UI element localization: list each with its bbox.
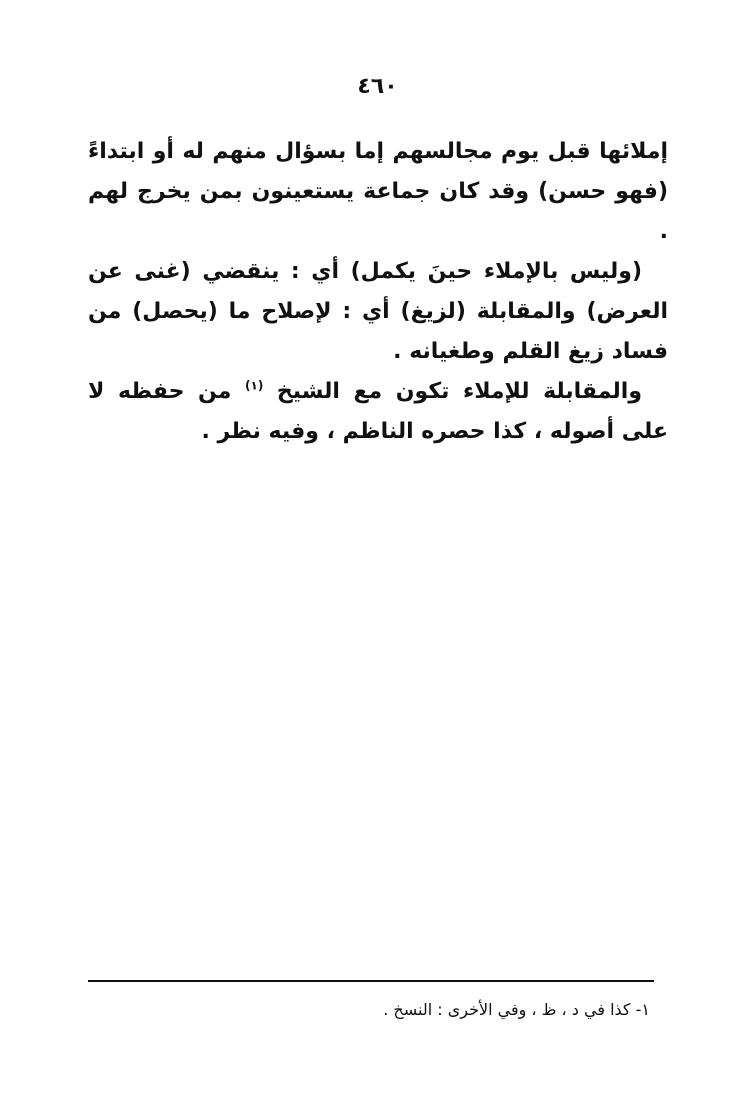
- footnote-separator: [88, 980, 654, 982]
- paragraph-with-footnote: [88, 372, 668, 452]
- paragraph-text: من حفظه لا على أصوله ، كذا حصره الناظم ، وفيه نظر .: [88, 379, 668, 444]
- paragraph: (وليس بالإملاء حينَ يكمل) أي : ينقضي (غنى عن العرض) والمقابلة (لزيغ) أي : لإصلاح ما (يحصل) من فساد زيغ القلم وطغيانه .: [88, 259, 668, 364]
- main-text: [88, 132, 668, 452]
- paragraph: إملائها قبل يوم مجالسهم إما بسؤال منهم له أو ابتداءً (فهو حسن) وقد كان جماعة يستعينون بمن يخرج لهم .: [88, 139, 668, 244]
- footnote-reference: (١): [245, 378, 264, 393]
- footnote: ١- كذا في د ، ظ ، وفي الأخرى : النسخ .: [383, 1000, 650, 1019]
- paragraph-text: والمقابلة للإملاء تكون مع الشيخ: [263, 379, 642, 404]
- page-number: ٤٦٠: [357, 74, 398, 99]
